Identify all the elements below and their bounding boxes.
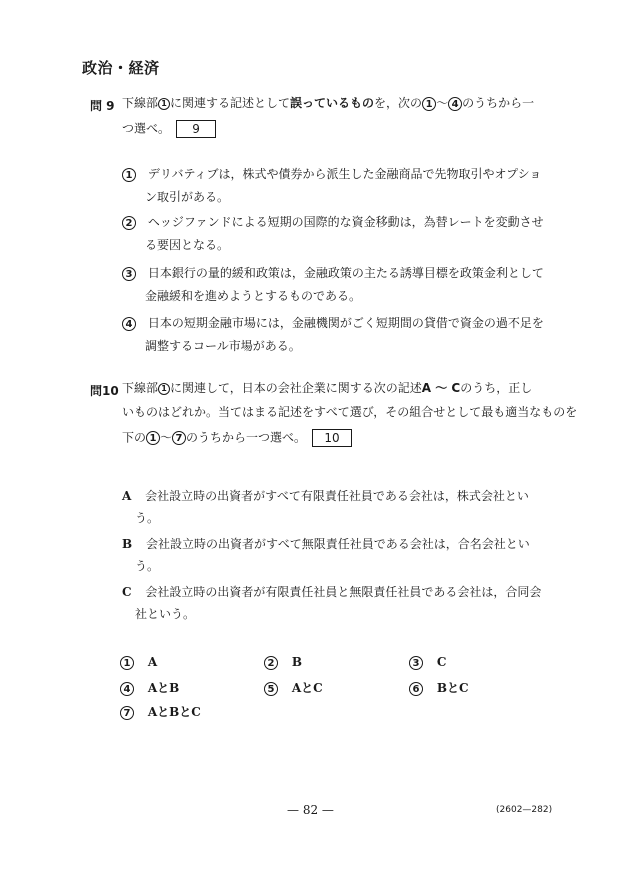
statement-letter: A bbox=[122, 489, 132, 503]
statement-b-cont: う。 bbox=[135, 559, 160, 573]
q9-option-1-cont: ン取引がある。 bbox=[145, 190, 230, 204]
q10-tilde: ～ bbox=[160, 430, 173, 445]
q10-choice-7[interactable] bbox=[120, 705, 201, 720]
statement-text: 会社設立時の出資者が有限責任社員と無限責任社員である会社は，合同会 bbox=[145, 585, 542, 599]
choice-text: B bbox=[291, 655, 302, 669]
q10-choice-1[interactable] bbox=[120, 655, 157, 670]
q9-text-d: のうちから一 bbox=[462, 96, 535, 110]
choice-1-icon: 1 bbox=[146, 431, 160, 445]
question-9-label: 問 9 bbox=[90, 99, 115, 113]
choice-text: BとC bbox=[436, 681, 469, 695]
option-text: 日本の短期金融市場には，金融機関がごく短期間の貸借で資金の過不足を bbox=[147, 316, 544, 330]
exam-code: (2602—282) bbox=[496, 805, 553, 815]
question-10-label: 問10 bbox=[90, 384, 119, 398]
choice-2-icon: 2 bbox=[264, 656, 278, 670]
q9-text-a: 下線部 bbox=[122, 96, 159, 110]
option-2-icon: 2 bbox=[122, 216, 136, 230]
q10-text-a: 下線部 bbox=[122, 381, 159, 395]
q10-emphasis: A ～ C bbox=[421, 381, 461, 395]
q9-emphasis: 誤っているもの bbox=[290, 96, 375, 110]
choice-text: AとC bbox=[291, 681, 323, 695]
q9-option-1[interactable] bbox=[122, 167, 541, 182]
q10-text-line3b: のうちから一つ選べ。 bbox=[186, 430, 307, 445]
choice-4-icon: 4 bbox=[448, 97, 462, 111]
underline-ref-1-icon: 1 bbox=[158, 98, 170, 110]
choice-7-icon: 7 bbox=[172, 431, 186, 445]
q10-choice-3[interactable] bbox=[409, 655, 446, 670]
question-9-stem-line1 bbox=[122, 96, 534, 111]
q9-option-4[interactable] bbox=[122, 316, 544, 331]
option-text: デリバティブは，株式や債券から派生した金融商品で先物取引やオプショ bbox=[147, 167, 542, 181]
statement-a-cont: う。 bbox=[135, 511, 160, 525]
choice-7-icon: 7 bbox=[120, 706, 134, 720]
q10-choice-2[interactable] bbox=[264, 655, 302, 670]
q9-option-3-cont: 金融緩和を進めようとするものである。 bbox=[145, 289, 362, 303]
choice-1-icon: 1 bbox=[422, 97, 436, 111]
q9-text-c: を，次の bbox=[374, 96, 423, 110]
choice-text: AとBとC bbox=[147, 705, 201, 719]
option-text: 日本銀行の量的緩和政策は，金融政策の主たる誘導目標を政策金利として bbox=[147, 266, 544, 280]
q10-text-b: に関連して，日本の会社企業に関する次の記述 bbox=[170, 381, 422, 395]
choice-4-icon: 4 bbox=[120, 682, 134, 696]
option-4-icon: 4 bbox=[122, 317, 136, 331]
option-text: ヘッジファンドによる短期の国際的な資金移動は，為替レートを変動させ bbox=[147, 215, 544, 229]
option-1-icon: 1 bbox=[122, 168, 136, 182]
q10-choice-4[interactable] bbox=[120, 681, 179, 696]
question-10-stem-line3 bbox=[122, 429, 352, 447]
choice-text: AとB bbox=[147, 681, 180, 695]
underline-ref-1-icon: 1 bbox=[158, 383, 170, 395]
question-10-stem-line2: いものはどれか。当てはまる記述をすべて選び，その組合せとして最も適当なものを bbox=[122, 405, 578, 419]
choice-5-icon: 5 bbox=[264, 682, 278, 696]
choice-text: A bbox=[147, 655, 158, 669]
choice-6-icon: 6 bbox=[409, 682, 423, 696]
statement-b bbox=[122, 537, 530, 551]
statement-c-cont: 社という。 bbox=[135, 607, 196, 621]
statement-a bbox=[122, 489, 529, 503]
statement-c bbox=[122, 585, 541, 599]
choice-1-icon: 1 bbox=[120, 656, 134, 670]
choice-text: C bbox=[436, 655, 447, 669]
q10-choice-6[interactable] bbox=[409, 681, 469, 696]
q10-text-line3a: 下の bbox=[122, 430, 147, 445]
q9-text-line2: つ選べ。 bbox=[122, 121, 171, 136]
option-3-icon: 3 bbox=[122, 267, 136, 281]
q10-text-c: のうち，正し bbox=[460, 381, 533, 395]
section-title: 政治・経済 bbox=[82, 59, 160, 77]
statement-letter: B bbox=[122, 537, 133, 551]
statement-letter: C bbox=[122, 585, 132, 599]
question-10-stem-line1 bbox=[122, 381, 532, 395]
page-number: — 82 — bbox=[287, 803, 334, 817]
answer-box-10[interactable]: 10 bbox=[312, 429, 352, 447]
q9-text-b: に関連する記述として bbox=[170, 96, 291, 110]
q9-tilde: ～ bbox=[436, 96, 449, 110]
choice-3-icon: 3 bbox=[409, 656, 423, 670]
q9-option-3[interactable] bbox=[122, 266, 544, 281]
answer-box-9[interactable]: 9 bbox=[176, 120, 216, 138]
statement-text: 会社設立時の出資者がすべて無限責任社員である会社は，合名会社とい bbox=[145, 537, 530, 551]
q9-option-4-cont: 調整するコール市場がある。 bbox=[145, 339, 301, 353]
statement-text: 会社設立時の出資者がすべて有限責任社員である会社は，株式会社とい bbox=[145, 489, 529, 503]
q10-choice-5[interactable] bbox=[264, 681, 323, 696]
q9-option-2[interactable] bbox=[122, 215, 544, 230]
q9-option-2-cont: る要因となる。 bbox=[145, 238, 230, 252]
question-9-stem-line2 bbox=[122, 120, 216, 138]
